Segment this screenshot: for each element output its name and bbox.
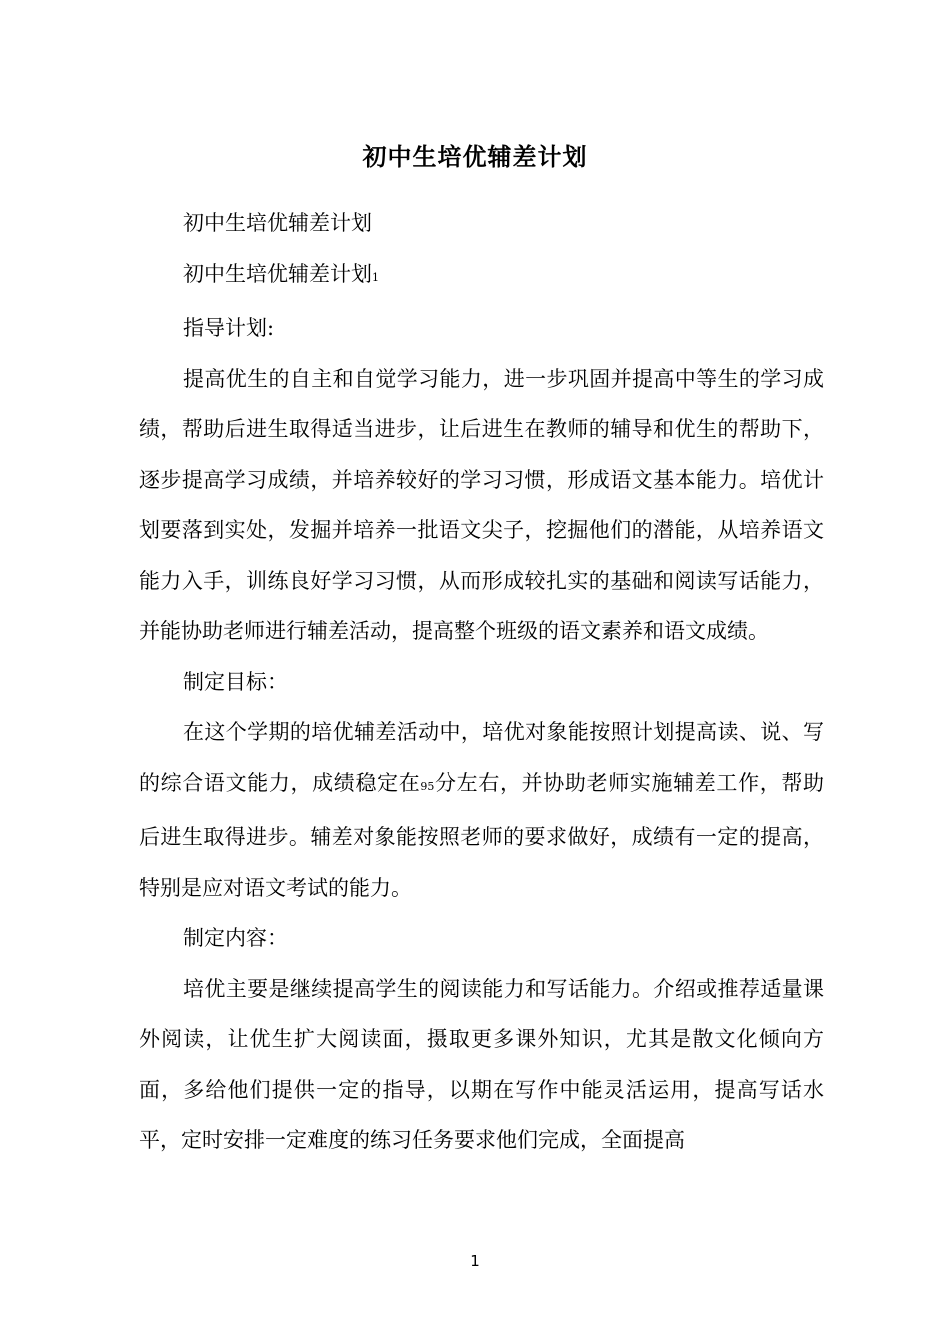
paragraph-subtitle xyxy=(139,198,824,249)
document-title: 初中生培优辅差计划 xyxy=(362,143,588,171)
section-heading-content xyxy=(139,913,824,964)
score-number: 95 xyxy=(420,779,435,793)
section-heading-goals xyxy=(139,657,824,708)
paragraph-text: 制定内容： xyxy=(183,926,288,950)
paragraph-text: 分左右，并协助老师实施辅差工作，帮助后进生取得进步。辅差对象能按照老师的要求做好，成绩有一定的提高，特别是应对语文考试的能力。 xyxy=(139,770,825,900)
document-body xyxy=(139,198,824,1166)
paragraph-text: 提高优生的自主和自觉学习能力，进一步巩固并提高中等生的学习成绩，帮助后进生取得适当进步，让后进生在教师的辅导和优生的帮助下，逐步提高学习成绩，并培养较好的学习习惯，形成语文基本能力。培优计划要落到实处，发掘并培养一批语文尖子，挖掘他们的潜能，从培养语文能力入手，训练良好学习习惯，从而形成较扎实的基础和阅读写话能力，并能协助老师进行辅差活动，提高整个班级的语文素养和语文成绩。 xyxy=(139,366,824,643)
page-number: 1 xyxy=(470,1252,480,1270)
paragraph-text: 初中生培优辅差计划 xyxy=(183,211,372,235)
paragraph-text: 在这个学期的培优辅差活动中，培优对象能按照计划提高读、说、写的综合语文能力，成绩稳定在 xyxy=(139,720,824,795)
subtitle-suffix-number: 1 xyxy=(372,270,379,284)
paragraph-text: 指导计划: xyxy=(183,316,275,340)
paragraph-text: 培优主要是继续提高学生的阅读能力和写话能力。介绍或推荐适量课外阅读，让优生扩大阅读面，摄取更多课外知识，尤其是散文化倾向方面，多给他们提供一定的指导，以期在写作中能灵活运用，提高写话水平，定时安排一定难度的练习任务要求他们完成，全面提高 xyxy=(139,976,824,1152)
paragraph-content xyxy=(139,964,824,1166)
section-heading-guidance xyxy=(139,303,824,354)
paragraph-goals xyxy=(139,707,824,913)
paragraph-guidance xyxy=(139,354,824,657)
paragraph-text: 初中生培优辅差计划 xyxy=(183,261,372,286)
paragraph-subtitle-1 xyxy=(139,249,824,304)
paragraph-text: 制定目标： xyxy=(183,669,288,694)
